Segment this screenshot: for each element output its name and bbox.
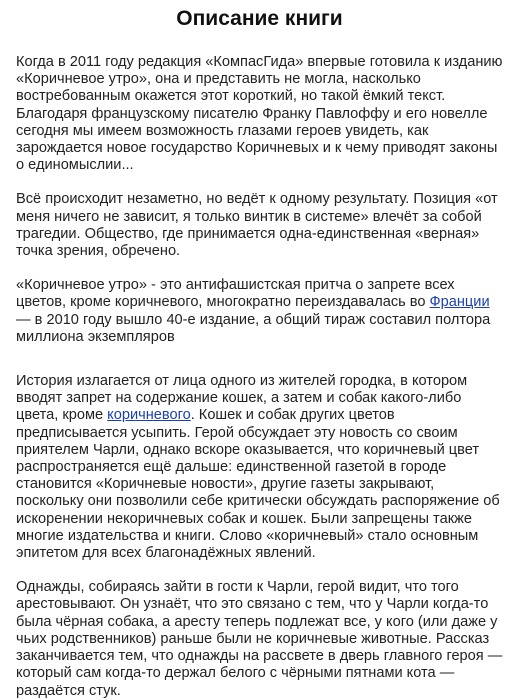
page-title: Описание книги — [176, 7, 343, 30]
paragraph-text: История излагается от лица одного из жителей городка, в котором вводят запрет на содержание кошек, а затем и собак какого-либо цвета, кроме — [16, 373, 468, 424]
paragraph-publication — [16, 277, 503, 346]
brown-link[interactable]: коричневого — [107, 407, 191, 424]
paragraph-intro: Когда в 2011 году редакция «КомпасГида» впервые готовила к изданию «Коричневое утро», она и представить не могла, насколько востребованным окажется этот короткий, но такой ёмкий текст. Благодаря французскому писателю Франку Павлоффу и его новелле сегодня мы имеем возможность глазами героев увидеть, как зарождается новое государство Коричневых и к чему приводят законы о единомыслии... — [16, 54, 503, 174]
france-link[interactable]: Франции — [429, 294, 490, 311]
paragraph-text: «Коричневое утро» - это антифашистская притча о запрете всех цветов, кроме коричневого, многократно переиздавалась во — [16, 277, 455, 311]
paragraph-text: . Кошек и собак других цветов предписывается усыпить. Герой обсуждает эту новость со своим приятелем Чарли, однако вскоре оказывается, что коричневый цвет распространяется ещё дальше: единственной газетой в городе становится «Коричневые новости», другие газеты закрывают, поскольку они позволили себе критически обсуждать распоряжение об искоренении некоричневых собак и кошек. Были запрещены также многие издательства и книги. Слово «коричневый» стало основным эпитетом для всех благонадёжных явлений. — [16, 407, 500, 562]
paragraph-theme: Всё происходит незаметно, но ведёт к одному результату. Позиция «от меня ничего не зависит, я только винтик в системе» влечёт за собой трагедии. Общество, где принимается одна-единственная «верная» точка зрения, обречено. — [16, 191, 498, 260]
paragraph-plot — [16, 373, 503, 562]
paragraph-text: — в 2010 году вышло 40-е издание, а общий тираж составил полтора миллиона экземпляров — [16, 311, 491, 345]
paragraph-ending: Однажды, собираясь зайти в гости к Чарли, герой видит, что того арестовывают. Он узнаёт, что это связано с тем, что у Чарли когда-то была чёрная собака, а аресту теперь подлежат все, у кого (или даже у чьих родственников) раньше были не коричневые животные. Рассказ заканчивается тем, что однажды на рассвете в дверь главного героя — который сам когда-то держал белого с чёрными пятнами кота — раздаётся стук. — [16, 579, 503, 699]
